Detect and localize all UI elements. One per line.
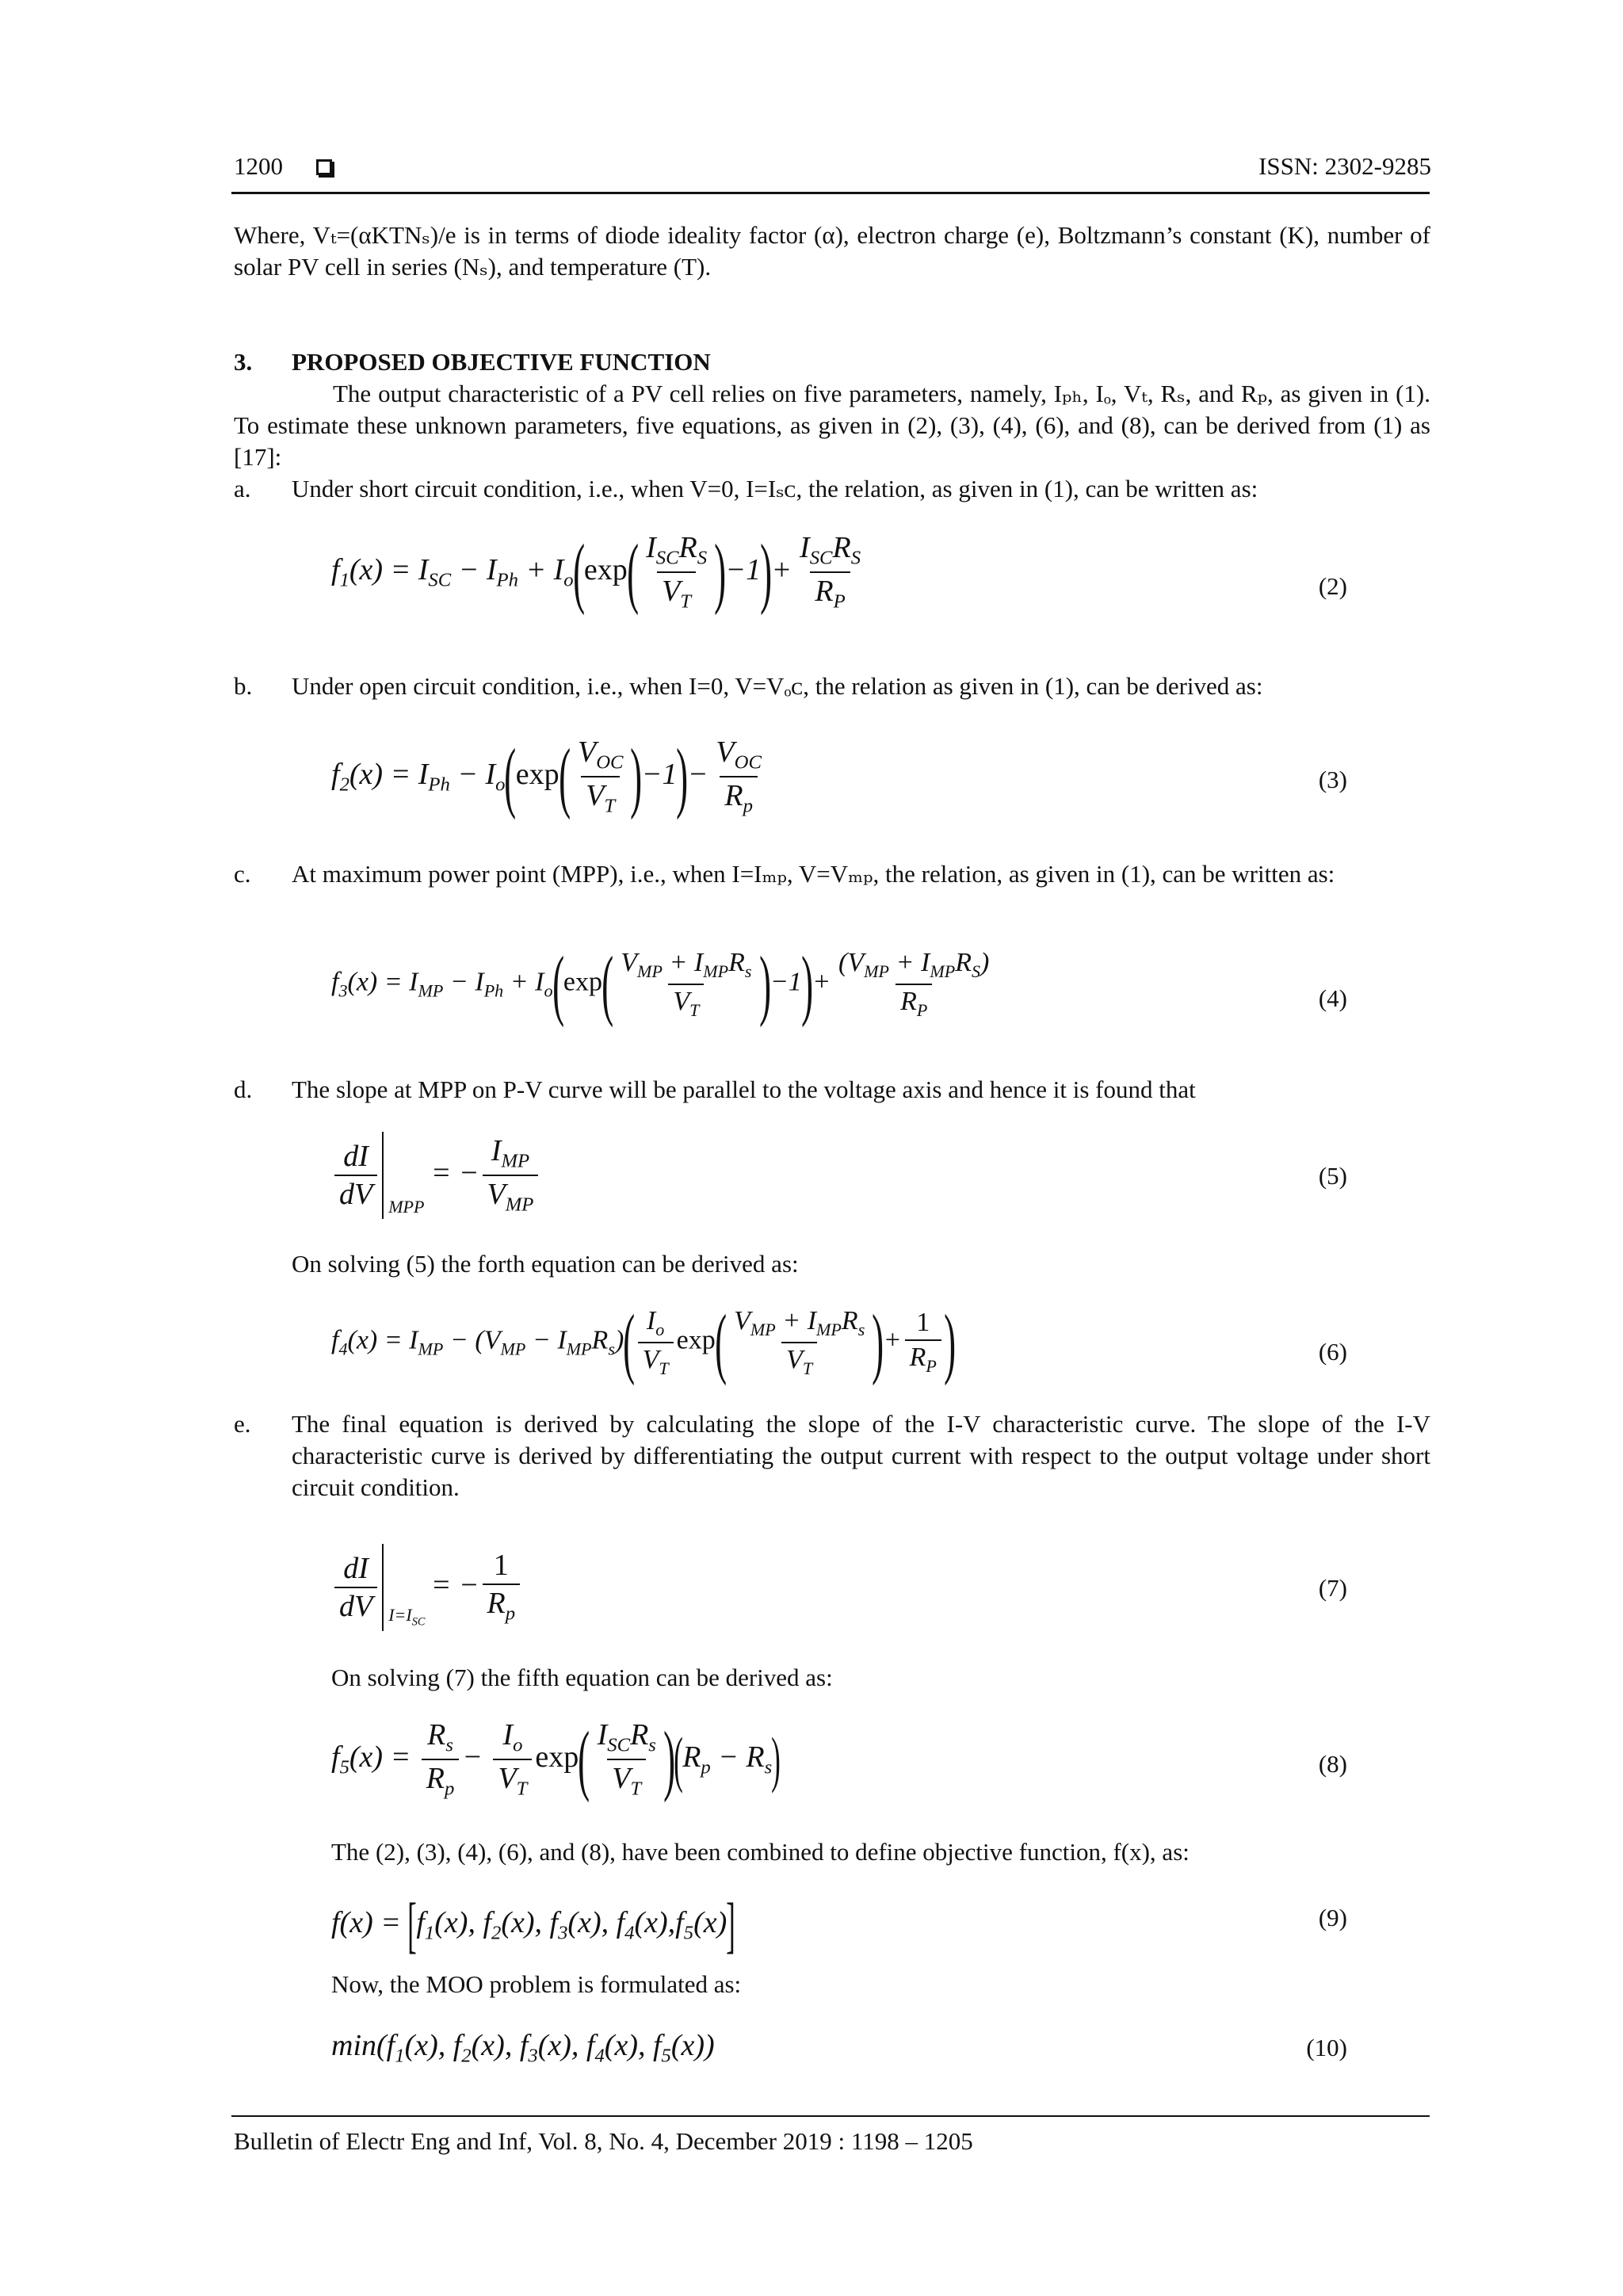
list-item-e: e. The final equation is derived by calculating the slope of the I-V characteristic curve. The slope of the I-V characteristic curve is derived by differentiating the output current with respect to the output voltage under short circuit condition. <box>234 1410 1430 1501</box>
equation-number-4: (4) <box>1318 984 1347 1012</box>
intro-paragraph <box>234 220 1430 283</box>
section-paragraph: The output characteristic of a PV cell relies on five parameters, namely, Iₚₕ, Iₒ, Vₜ, Rₛ, and Rₚ, as given in (1). To estimate these unknown parameters, five equations, as given in (2), (3), (4), (6), and (8), can be derived from (1) as [17]: <box>234 380 1430 471</box>
list-item-a: a. Under short circuit condition, i.e., when V=0, I=Iₛᴄ, the relation, as given in (1), can be written as: <box>234 475 1258 502</box>
equation-number-5: (5) <box>1318 1162 1347 1190</box>
equation-number-6: (6) <box>1318 1338 1347 1366</box>
equation-5: $\frac{dI}{dV}$ MPP = − $\frac{I_{MP}}{V_{MP}}$ <box>331 1132 541 1219</box>
section-block <box>234 346 1430 505</box>
equation-7: $\frac{dI}{dV}$ $I=I_{SC}$ = − $\frac{1}{R_p}$ <box>331 1544 523 1631</box>
between-text-5: On solving (5) the forth equation can be derived as: <box>292 1250 799 1278</box>
equation-8: $f_5(x)$ = $\frac{R_s}{R_p}$ − $\frac{I_o}{V_T}$ exp( $\frac{I_{SC}R_s}{V_T}$ )$(R_p - R_s)$ <box>331 1715 781 1804</box>
list-item-d: d. The slope at MPP on P-V curve will be parallel to the voltage axis and hence it is found that <box>234 1075 1196 1103</box>
equation-10: $\min(f_1(x)$, $f_2(x)$, $f_3(x)$, $f_4(x)$, $f_5(x)$) <box>331 2029 715 2067</box>
footer-citation: Bulletin of Electr Eng and Inf, Vol. 8, No. 4, December 2019 : 1198 – 1205 <box>234 2127 973 2155</box>
journal-issn: ISSN: 2302-9285 <box>1258 152 1431 180</box>
equation-9: $f(x) = [f_1(x)$, $f_2(x)$, $f_3(x)$, $f_4(x),f_5(x)$] <box>331 1890 736 1959</box>
between-text-8: The (2), (3), (4), (6), and (8), have been combined to define objective function, f(x), as: <box>331 1838 1190 1866</box>
square-icon <box>316 159 332 175</box>
footer-rule <box>231 2115 1430 2117</box>
equation-3: $f_2(x) = I_{Ph} - I_o(\exp$( $\frac{V_{OC}}{V_T}$ )−1)− $\frac{V_{OC}}{R_p}$ <box>331 732 762 821</box>
equation-number-9: (9) <box>1318 1904 1347 1931</box>
intro-text: Where, Vₜ=(αKTNₛ)/e is in terms of diode ideality factor (α), electron charge (e), Boltzmann’s constant (K), number of solar PV cell in series (Nₛ), and temperature (T). <box>234 221 1430 281</box>
equation-number-2: (2) <box>1318 572 1347 600</box>
between-text-9: Now, the MOO problem is formulated as: <box>331 1970 742 1998</box>
equation-4: $f_3(x) = I_{MP} - I_{Ph} + I_o(\exp$( $\frac{V_{MP} + I_{MP}R_s}{V_T}$ )−1)+ $\frac{(V_{MP} + I_{MP}R_S)}{R_P}$ <box>331 939 990 1028</box>
header-rule <box>231 192 1430 194</box>
equation-number-7: (7) <box>1318 1574 1347 1602</box>
equation-2: $f_1(x) = I_{SC} - I_{Ph} + I_o(\exp$( $\frac{I_{SC}R_S}{V_T}$ )−1)+ $\frac{I_{SC}R_S}{R_P}$ <box>331 528 861 617</box>
page-number: 1200 <box>234 152 332 181</box>
equation-6: $f_4(x) = I_{MP} - (V_{MP} - I_{MP}R_s)$( $\frac{I_o}{V_T}$ exp( $\frac{V_{MP} + I_{MP}R_s}{V_T}$ )+ $\frac{1}{R_P}$ ) <box>331 1297 957 1386</box>
list-item-c: c. At maximum power point (MPP), i.e., when I=Iₘₚ, V=Vₘₚ, the relation, as given in (1), can be written as: <box>234 860 1335 888</box>
equation-number-3: (3) <box>1318 766 1347 793</box>
between-text-7: On solving (7) the fifth equation can be derived as: <box>331 1664 833 1691</box>
equation-number-10: (10) <box>1306 2034 1347 2061</box>
list-item-b: b. Under open circuit condition, i.e., when I=0, V=Vₒᴄ, the relation as given in (1), can be derived as: <box>234 672 1263 700</box>
equation-number-8: (8) <box>1318 1750 1347 1778</box>
section-heading: 3. PROPOSED OBJECTIVE FUNCTION <box>234 348 711 376</box>
